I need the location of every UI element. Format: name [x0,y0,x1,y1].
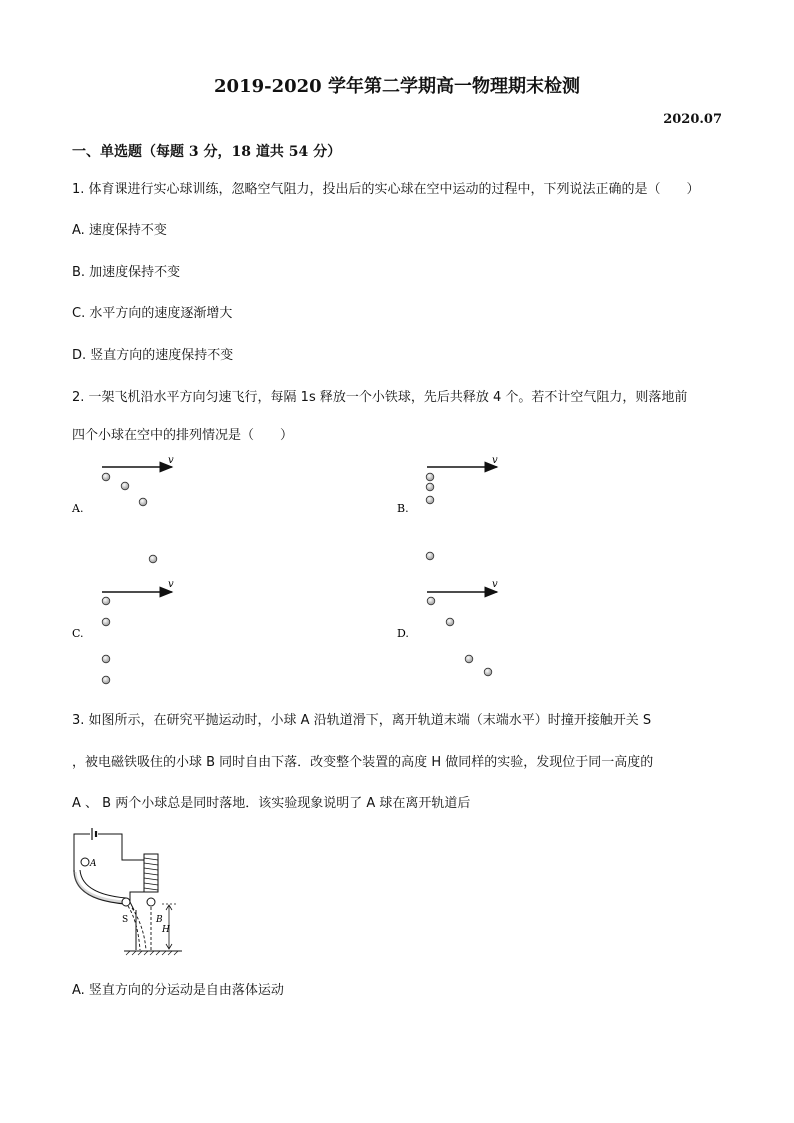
ball-icon [149,555,157,563]
ball-icon [139,498,147,506]
ball-icon [122,898,130,906]
ball-icon [102,676,110,684]
q1-option-a: A. 速度保持不变 [72,223,167,238]
velocity-symbol: v [168,455,174,466]
q3-stem-line3: A 、 B 两个小球总是同时落地．该实验现象说明了 A 球在离开轨道后 [72,796,471,811]
ball-icon [427,597,435,605]
q3-apparatus-figure [66,822,186,962]
ball-icon [426,483,434,491]
ball-icon [121,482,129,490]
q3-stem-line1: 3. 如图所示，在研究平抛运动时，小球 A 沿轨道滑下，离开轨道末端（末端水平）时撞开接触开关 S [72,713,652,728]
q2-figure-b [397,455,498,560]
option-label-d: D. [397,627,409,640]
ball-b-icon [147,898,155,906]
ground-hatch [126,951,178,955]
q1-option-d: D. 竖直方向的速度保持不变 [72,348,234,363]
ball-icon [102,655,110,663]
q2-stem-line2: 四个小球在空中的排列情况是（ ） [72,428,294,443]
q2-figure-d [397,579,498,676]
section-heading: 一、单选题（每题 3 分，18 道共 54 分） [72,144,342,160]
circuit-wire [130,892,144,902]
ball-icon [426,552,434,560]
velocity-symbol: v [492,455,498,466]
document-title: 2019-2020 学年第二学期高一物理期末检测 [214,76,580,97]
q1-option-c: C. 水平方向的速度逐渐增大 [72,306,233,321]
trajectory-a-dashed [128,906,140,950]
ball-icon [102,597,110,605]
q1-option-b: B. 加速度保持不变 [72,265,181,280]
velocity-symbol: v [492,579,498,590]
option-label-b: B. [397,502,409,515]
ball-icon [426,473,434,481]
trajectory-a-dashed [132,908,146,950]
label-h: H [162,925,170,935]
ball-icon [102,473,110,481]
ball-icon [426,496,434,504]
ball-a-icon [81,858,89,866]
exam-date: 2020.07 [663,112,722,127]
q2-figure-a [71,455,174,563]
circuit-wire [98,834,144,860]
label-a: A [90,859,97,869]
q3-option-a: A. 竖直方向的分运动是自由落体运动 [72,983,284,998]
q2-figure-c [72,579,174,684]
ball-icon [484,668,492,676]
label-b: B [156,915,163,925]
q2-stem-line1: 2. 一架飞机沿水平方向匀速飞行，每隔 1s 释放一个小铁球，先后共释放 4 个。若不计空气阻力，则落地前 [72,390,688,405]
velocity-symbol: v [168,579,174,590]
ball-icon [102,618,110,626]
ball-icon [446,618,454,626]
q3-stem-line2: ，被电磁铁吸住的小球 B 同时自由下落．改变整个装置的高度 H 做同样的实验，发现位于同一高度的 [72,755,654,770]
label-s: S [122,915,129,925]
q1-stem: 1. 体育课进行实心球训练，忽略空气阻力，投出后的实心球在空中运动的过程中，下列说法正确的是（ ） [72,182,700,197]
ball-icon [465,655,473,663]
option-label-c: C. [72,627,84,640]
option-label-a: A. [72,502,84,515]
